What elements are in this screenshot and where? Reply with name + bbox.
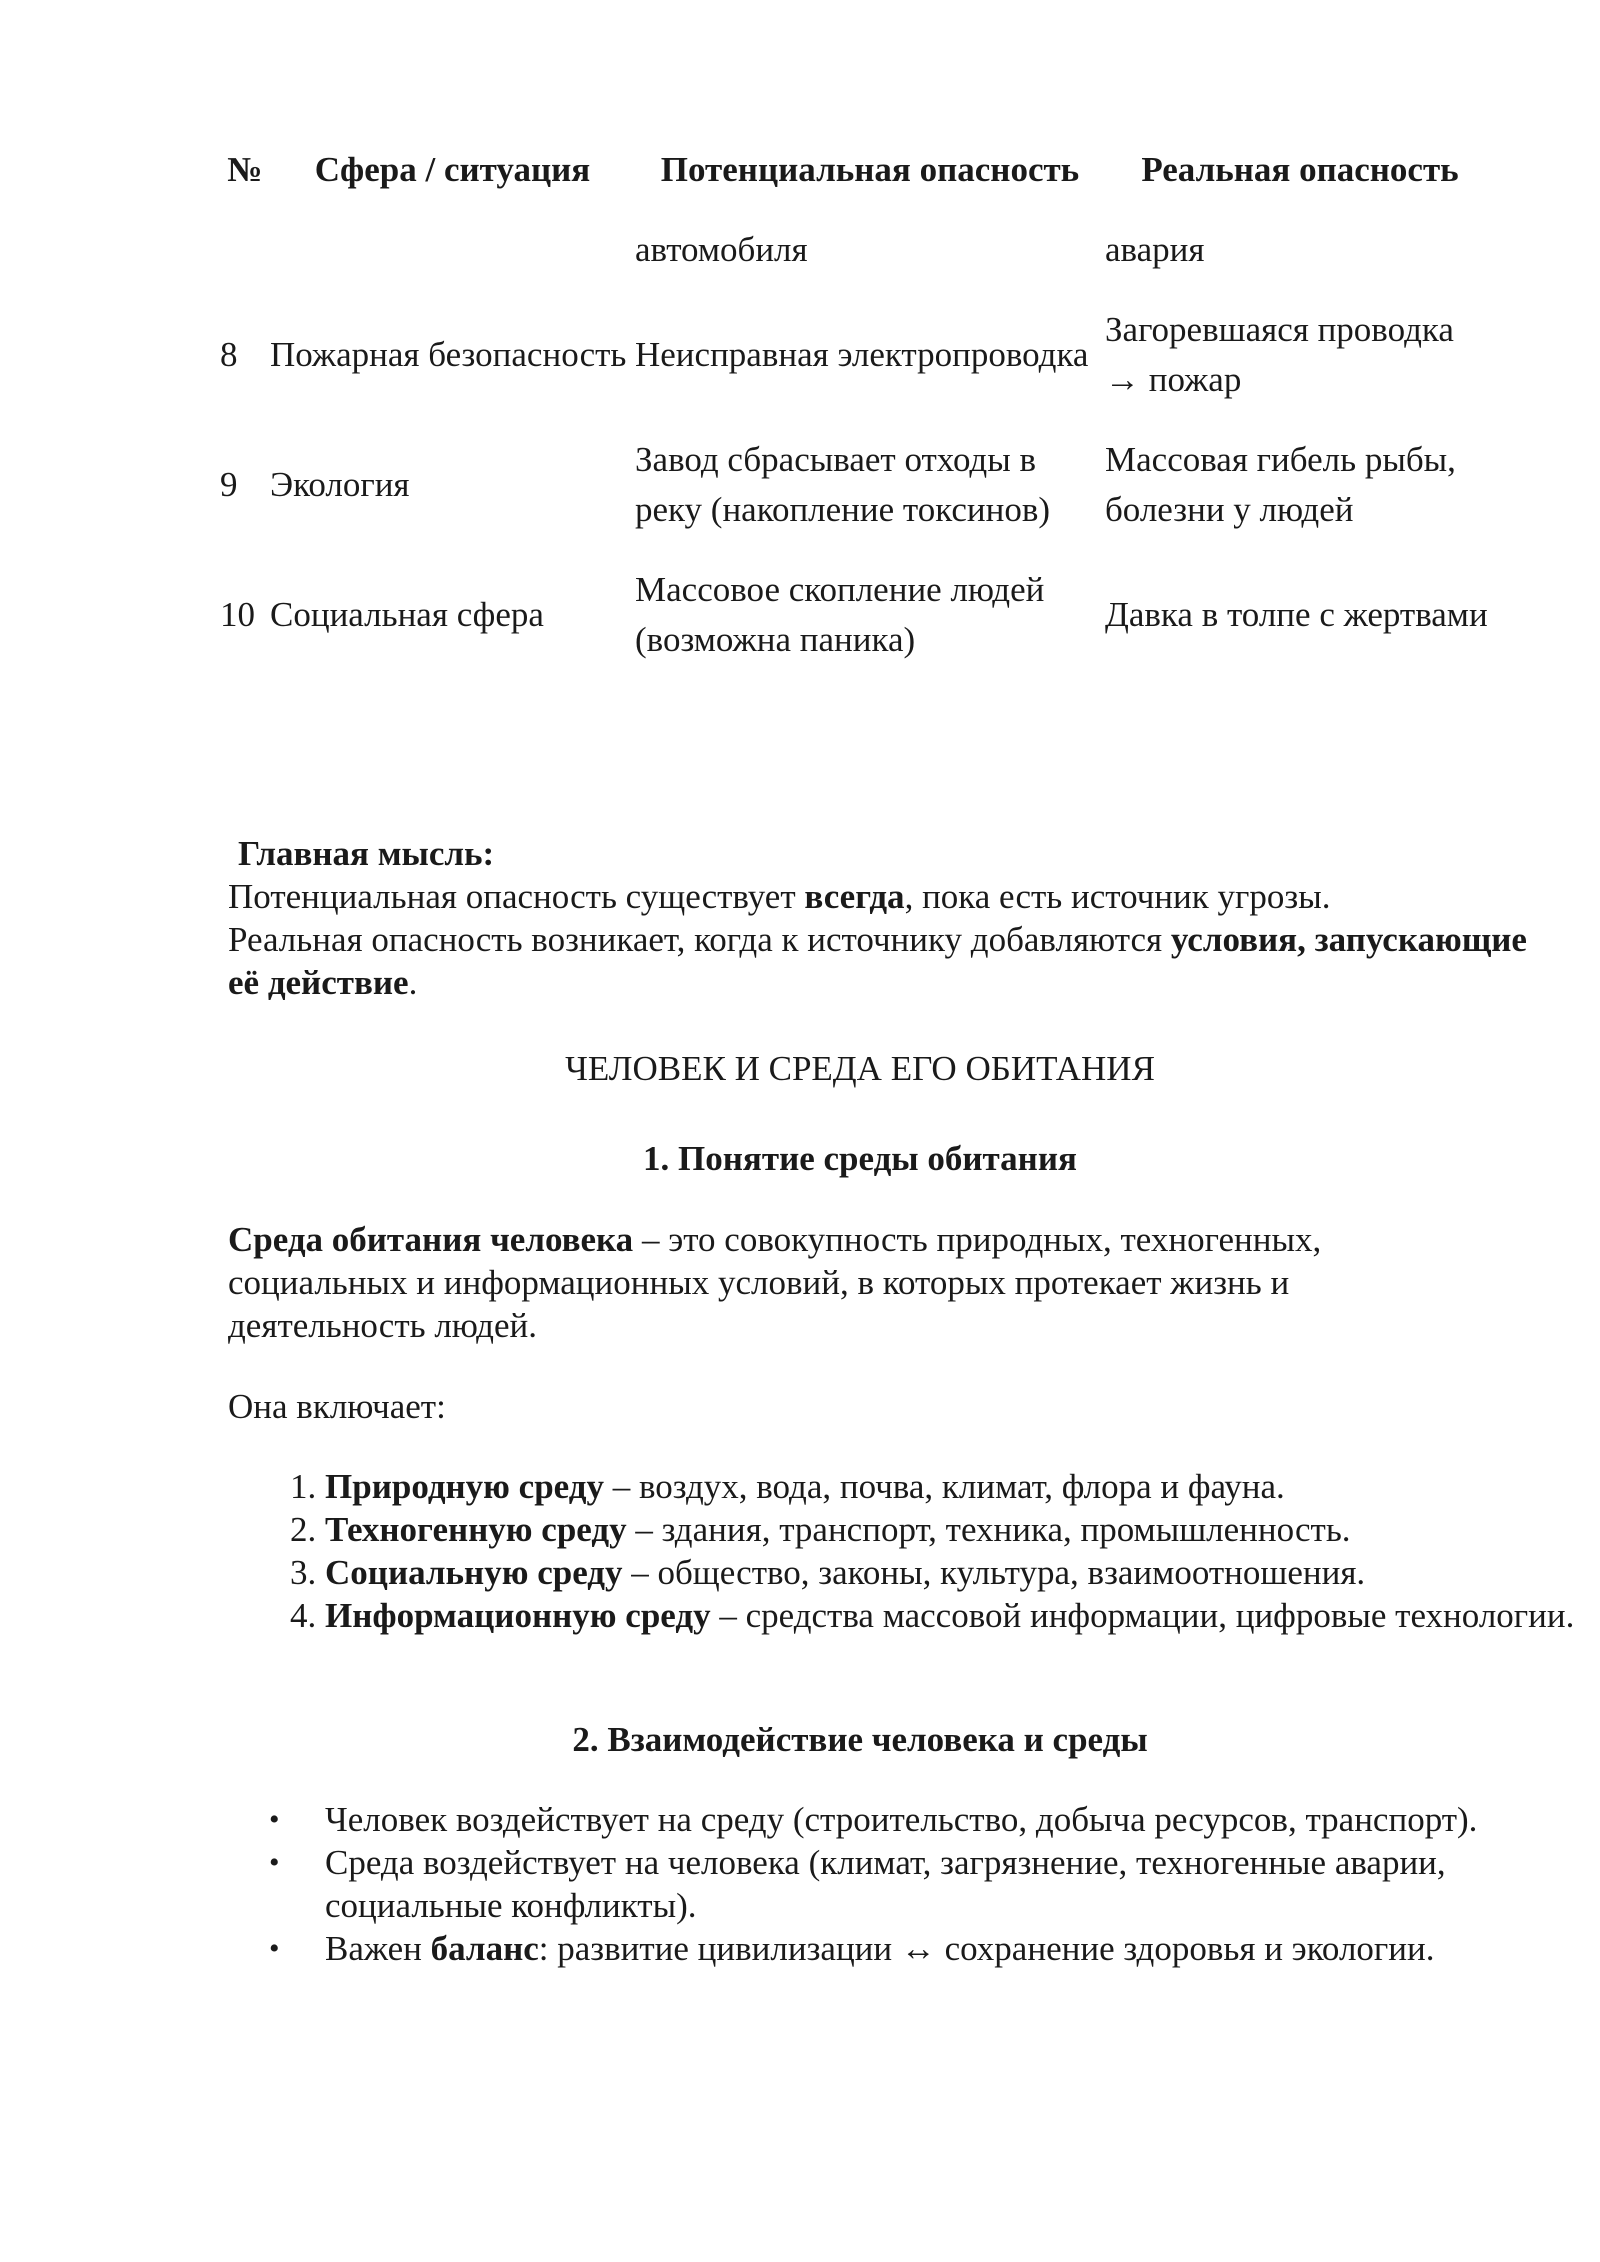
main-thought-block	[228, 832, 1528, 1004]
item-text: – средства массовой информации, цифровые технологии.	[710, 1596, 1575, 1635]
row-potential: Неисправная электропроводка	[635, 335, 1089, 374]
row-number	[220, 225, 270, 305]
row-sphere	[270, 225, 635, 305]
bullet-icon: •	[269, 1803, 280, 1836]
text: : развитие цивилизации ↔ сохранение здоровья и экологии.	[538, 1929, 1435, 1968]
text: .	[408, 963, 418, 1002]
main-thought-heading: Главная мысль:	[238, 834, 495, 873]
item-term: Техногенную среду	[325, 1510, 627, 1549]
row-real: Массовая гибель рыбы, болезни у людей	[1105, 440, 1456, 529]
bullet-icon: •	[269, 1932, 280, 1965]
text: Реальная опасность возникает, когда к источнику добавляются	[228, 920, 1171, 959]
section-2-title: 2. Взаимодействие человека и среды	[572, 1720, 1148, 1759]
row-potential: автомобиля	[635, 230, 808, 269]
row-sphere: Социальная сфера	[270, 595, 544, 634]
item-text: Человек воздействует на среду (строительство, добыча ресурсов, транспорт).	[325, 1800, 1478, 1839]
section-main-title: ЧЕЛОВЕК И СРЕДА ЕГО ОБИТАНИЯ	[565, 1049, 1155, 1088]
section-1-title: 1. Понятие среды обитания	[643, 1139, 1077, 1178]
definition-term: Среда обитания человека	[228, 1220, 634, 1259]
environment-list	[228, 1465, 1595, 1637]
text: Важен	[325, 1929, 431, 1968]
list-item	[269, 1927, 1595, 1970]
main-thought-line-1	[228, 875, 1528, 918]
list-item	[269, 1841, 1595, 1927]
list-item	[325, 1465, 1595, 1508]
item-term: Информационную среду	[325, 1596, 711, 1635]
list-item	[269, 1798, 1595, 1841]
row-real: авария	[1105, 230, 1205, 269]
list-item	[325, 1594, 1595, 1637]
table-header-row	[220, 145, 1495, 225]
item-text: – здания, транспорт, техника, промышленность.	[626, 1510, 1351, 1549]
table-row	[220, 435, 1495, 565]
emphasis: условия, запускающие её действие	[228, 920, 1527, 1002]
item-term: Социальную среду	[325, 1553, 623, 1592]
header-number: №	[227, 150, 263, 189]
list-item	[325, 1551, 1595, 1594]
definition-paragraph	[228, 1218, 1488, 1347]
emphasis: баланс	[430, 1929, 539, 1968]
main-thought-line-2	[228, 918, 1528, 1004]
list-item	[325, 1508, 1595, 1551]
row-number: 10	[220, 595, 255, 634]
text: Потенциальная опасность существует	[228, 877, 805, 916]
item-text: – воздух, вода, почва, климат, флора и фауна.	[603, 1467, 1285, 1506]
header-real-hazard: Реальная опасность	[1141, 150, 1459, 189]
table-row	[220, 225, 1495, 305]
table-row	[220, 305, 1495, 435]
bullet-icon: •	[269, 1846, 280, 1879]
interaction-list	[228, 1798, 1595, 1970]
item-text: – общество, законы, культура, взаимоотношения.	[622, 1553, 1366, 1592]
text: , пока есть источник угрозы.	[904, 877, 1331, 916]
row-number: 9	[220, 465, 238, 504]
row-real: Загоревшаяся проводка → пожар	[1105, 310, 1454, 399]
item-term: Природную среду	[325, 1467, 604, 1506]
row-potential: Завод сбрасывает отходы в реку (накопление токсинов)	[635, 440, 1051, 529]
row-real: Давка в толпе с жертвами	[1105, 595, 1488, 634]
row-sphere: Пожарная безопасность	[270, 335, 627, 374]
header-potential-hazard: Потенциальная опасность	[660, 150, 1080, 189]
row-number: 8	[220, 335, 238, 374]
hazards-table	[220, 145, 1495, 695]
definition-text: – это совокупность природных, техногенных, социальных и информационных условий, в которых протекает жизнь и деятельность людей.	[228, 1220, 1322, 1345]
emphasis: всегда	[804, 877, 905, 916]
header-sphere: Сфера / ситуация	[314, 150, 591, 189]
row-sphere: Экология	[270, 465, 410, 504]
includes-paragraph: Она включает:	[228, 1387, 446, 1426]
row-potential: Массовое скопление людей (возможна паника)	[635, 570, 1045, 659]
table-row	[220, 565, 1495, 695]
item-text: Среда воздействует на человека (климат, загрязнение, техногенные аварии, социальные конфликты).	[325, 1843, 1446, 1925]
